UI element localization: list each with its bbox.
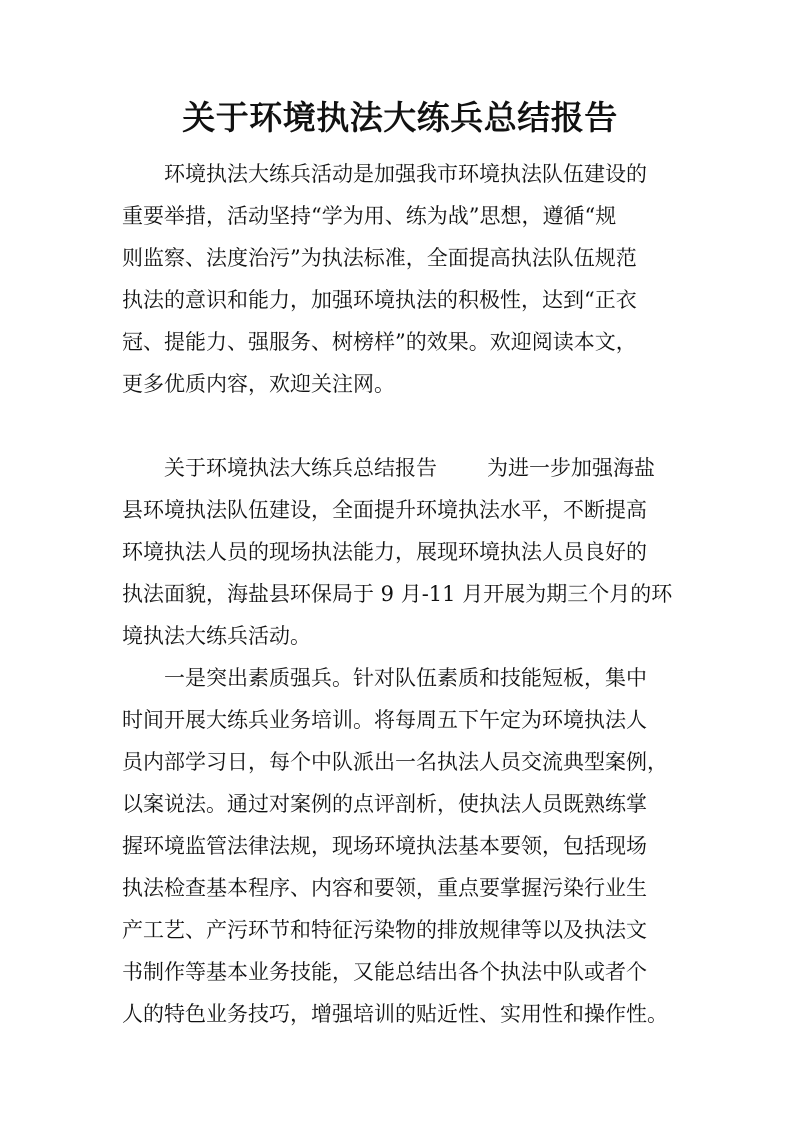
paragraph-line: 人的特色业务技巧，增强培训的贴近性、实用性和操作性。 <box>122 1002 668 1026</box>
paragraph-line: 重要举措，活动坚持“学为用、练为战”思想，遵循“规 <box>122 204 617 228</box>
paragraph-line: 产工艺、产污环节和特征污染物的排放规律等以及执法文 <box>122 918 647 942</box>
paragraph-line: 执法的意识和能力，加强环境执法的积极性，达到“正衣 <box>122 288 637 312</box>
paragraph-line: 则监察、法度治污”为执法标准，全面提高执法队伍规范 <box>122 246 637 270</box>
paragraph-line: 时间开展大练兵业务培训。将每周五下午定为环境执法人 <box>122 708 647 732</box>
paragraph-line: 书制作等基本业务技能，又能总结出各个执法中队或者个 <box>122 960 647 984</box>
paragraph-line: 环境执法大练兵活动是加强我市环境执法队伍建设的 <box>164 162 647 186</box>
paragraph-line: 员内部学习日，每个中队派出一名执法人员交流典型案例， <box>122 750 668 774</box>
paragraph-line: 更多优质内容，欢迎关注网。 <box>122 372 395 396</box>
paragraph-line: 冠、提能力、强服务、树榜样”的效果。欢迎阅读本文， <box>122 330 637 354</box>
paragraph-line: 一是突出素质强兵。针对队伍素质和技能短板，集中 <box>164 666 647 690</box>
paragraph-line: 握环境监管法律法规，现场环境执法基本要领，包括现场 <box>122 834 647 858</box>
paragraph-line: 境执法大练兵活动。 <box>122 624 311 648</box>
intro-paragraph <box>122 153 682 405</box>
section-one-paragraph <box>122 657 682 1035</box>
paragraph-line-rest: 为进一步加强海盐 <box>487 456 655 480</box>
paragraph-first-line <box>122 447 682 489</box>
paragraph-line: 县环境执法队伍建设，全面提升环境执法水平，不断提高 <box>122 498 647 522</box>
paragraph-line: 执法检查基本程序、内容和要领，重点要掌握污染行业生 <box>122 876 647 900</box>
report-paragraph <box>122 447 682 657</box>
report-heading-inline: 关于环境执法大练兵总结报告 <box>164 456 437 480</box>
document-title: 关于环境执法大练兵总结报告 <box>182 98 618 137</box>
paragraph-line: 环境执法人员的现场执法能力，展现环境执法人员良好的 <box>122 540 647 564</box>
paragraph-line: 执法面貌，海盐县环保局于 9 月-11 月开展为期三个月的环 <box>122 582 673 606</box>
paragraph-line: 以案说法。通过对案例的点评剖析，使执法人员既熟练掌 <box>122 792 647 816</box>
